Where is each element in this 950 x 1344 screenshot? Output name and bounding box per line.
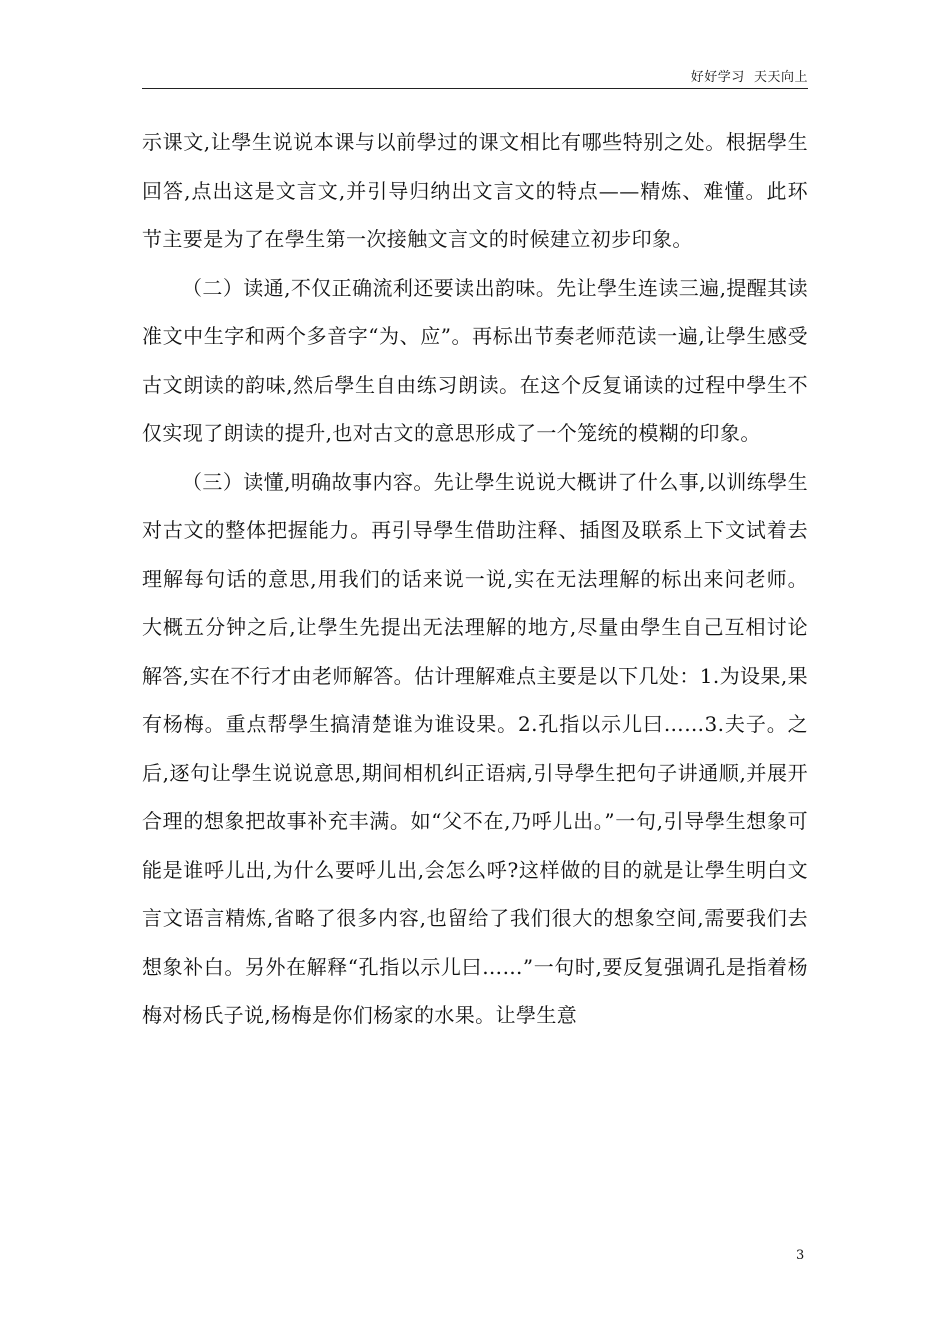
paragraph-continuation: 示课文,让學生说说本课与以前學过的课文相比有哪些特别之处。根据學生回答,点出这是文言文,并引导归纳出文言文的特点——精炼、难懂。此环节主要是为了在學生第一次接触文言文的时候建立初步印象。 [142, 130, 808, 251]
document-body [142, 118, 808, 1040]
page-number: 3 [796, 1248, 805, 1263]
paragraph-reading-fluency: （二）读通,不仅正确流利还要读出韵味。先让學生连读三遍,提醒其读准文中生字和两个多音字“为、应”。再标出节奏老师范读一遍,让學生感受古文朗读的韵味,然后學生自由练习朗读。在这个反复诵读的过程中學生不仅实现了朗读的提升,也对古文的意思形成了一个笼统的模糊的印象。 [142, 275, 808, 445]
header-text: 好好学习 天天向上 [690, 70, 808, 85]
paragraph-reading-comprehension: （三）读懂,明确故事内容。先让學生说说大概讲了什么事,以训练學生对古文的整体把握能力。再引导學生借助注释、插图及联系上下文试着去理解每句话的意思,用我们的话来说一说,实在无法理解的标出来问老师。大概五分钟之后,让學生先提出无法理解的地方,尽量由學生自己互相讨论解答,实在不行才由老师解答。估计理解难点主要是以下几处：1.为设果,果有杨梅。重点帮學生搞清楚谁为谁设果。2.孔指以示儿曰……3.夫子。之后,逐句让學生说说意思,期间相机纠正语病,引导學生把句子讲通顺,并展开合理的想象把故事补充丰满。如“父不在,乃呼儿出。”一句,引导學生想象可能是谁呼儿出,为什么要呼儿出,会怎么呼?这样做的目的就是让學生明白文言文语言精炼,省略了很多内容,也留给了我们很大的想象空间,需要我们去想象补白。另外在解释“孔指以示儿曰……”一句时,要反复强调孔是指着杨梅对杨氏子说,杨梅是你们杨家的水果。让學生意 [142, 469, 808, 1027]
page-header [142, 60, 808, 89]
